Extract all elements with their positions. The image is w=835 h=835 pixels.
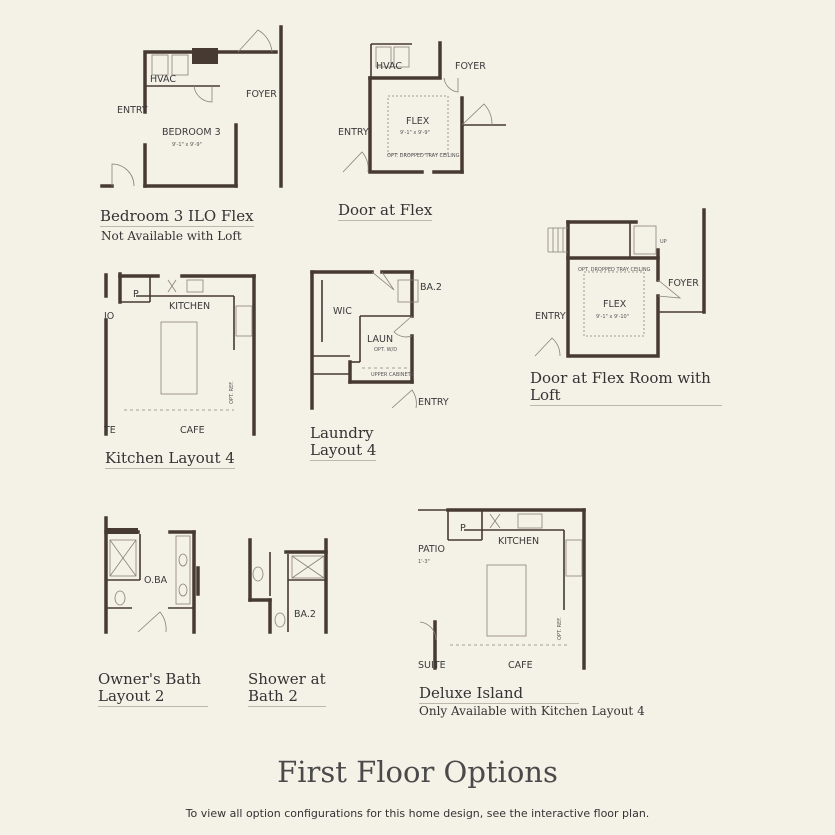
plan-door-at-flex [338,43,506,172]
caption-deluxe-island: Deluxe Island [419,685,579,704]
note-deluxe-island: Only Available with Kitchen Layout 4 [419,704,645,718]
caption-laundry-line2: Layout 4 [310,441,377,459]
deluxe-kitchen-label: KITCHEN [498,536,540,547]
bedroom3-hvac-label: HVAC [150,74,176,85]
caption-owners-bath-line1: Owner's Bath [98,670,202,688]
laundry4-laun-label: LAUN [367,334,394,345]
shower-bath2-label: BA.2 [294,609,316,620]
kitchen4-partial-bottom-label: TE [104,425,116,436]
plan-kitchen-layout-4 [103,274,254,436]
caption-kitchen-layout-4: Kitchen Layout 4 [105,449,235,467]
plan-deluxe-island [418,510,584,671]
loft-up-label: UP [660,239,667,245]
caption-door-at-flex-room-line1: Door at Flex Room with [530,369,711,387]
bedroom3-foyer-label: FOYER [246,89,277,100]
laundry4-entry-label: ENTRY [418,397,449,408]
bedroom3-entry-label: ENTRY [117,105,148,116]
deluxe-patio-dims-label: 1'-3" [418,559,430,565]
deluxe-suite-label: SUITE [418,660,446,671]
footer-note: To view all option configurations for this home design, see the interactive floor plan. [185,807,650,820]
page-title: First Floor Options [277,755,558,789]
kitchen4-partial-left-label: IO [104,311,115,322]
door-flex-entry-label: ENTRY [338,127,369,138]
loft-foyer-label: FOYER [668,278,699,289]
door-flex-dims-label: 9'-1" x 9'-9" [400,130,430,136]
owners-bath-oba-label: O.BA [144,575,168,586]
laundry4-bath-label: BA.2 [420,282,442,293]
laundry4-upper-cabinets-label: UPPER CABINETS [371,372,414,378]
caption-shower-bath2-line1: Shower at [248,670,326,688]
door-flex-ceiling-label: OPT. DROPPED TRAY CEILING [387,153,460,159]
caption-door-at-flex-room-line2: Loft [530,387,722,406]
plan-laundry-layout-4 [312,272,449,408]
kitchen4-cafe-label: CAFE [180,425,205,436]
bedroom3-dims-label: 9'-1" x 9'-9" [172,142,202,148]
caption-owners-bath-line2: Layout 2 [98,688,208,707]
caption-shower-bath2-line2: Bath 2 [248,688,326,707]
deluxe-opt-ref-label: OPT. REF. [557,617,563,640]
laundry4-laun-dims-label: OPT. W/D [374,347,398,353]
deluxe-cafe-label: CAFE [508,660,533,671]
loft-entry-label: ENTRY [535,311,566,322]
laundry4-wic-label: WIC [333,306,352,317]
loft-room-label: FLEX [603,299,627,310]
plan-door-at-flex-room-with-loft [535,210,704,356]
caption-laundry-line1: Laundry [310,424,374,442]
door-flex-hvac-label: HVAC [376,61,402,72]
caption-door-at-flex: Door at Flex [338,201,433,219]
kitchen4-opt-ref-label: OPT. REF. [229,381,235,404]
kitchen4-kitchen-label: KITCHEN [169,301,211,312]
plan-owners-bath-layout-2 [106,518,198,632]
deluxe-pantry-label: P [460,523,466,534]
deluxe-patio-label: PATIO [418,544,445,555]
note-bedroom3-ilo-flex: Not Available with Loft [101,229,242,243]
loft-dims-label: 9'-1" x 9'-10" [596,314,630,320]
loft-ceiling-label: OPT. DROPPED TRAY CEILING [578,267,651,273]
plan-shower-at-bath-2 [250,540,326,632]
door-flex-room-label: FLEX [406,116,430,127]
kitchen4-pantry-label: P [133,289,139,300]
bedroom3-room-label: BEDROOM 3 [162,127,221,138]
plan-bedroom3-ilo-flex [102,27,281,186]
door-flex-foyer-label: FOYER [455,61,486,72]
caption-bedroom3-ilo-flex: Bedroom 3 ILO Flex [100,207,254,225]
